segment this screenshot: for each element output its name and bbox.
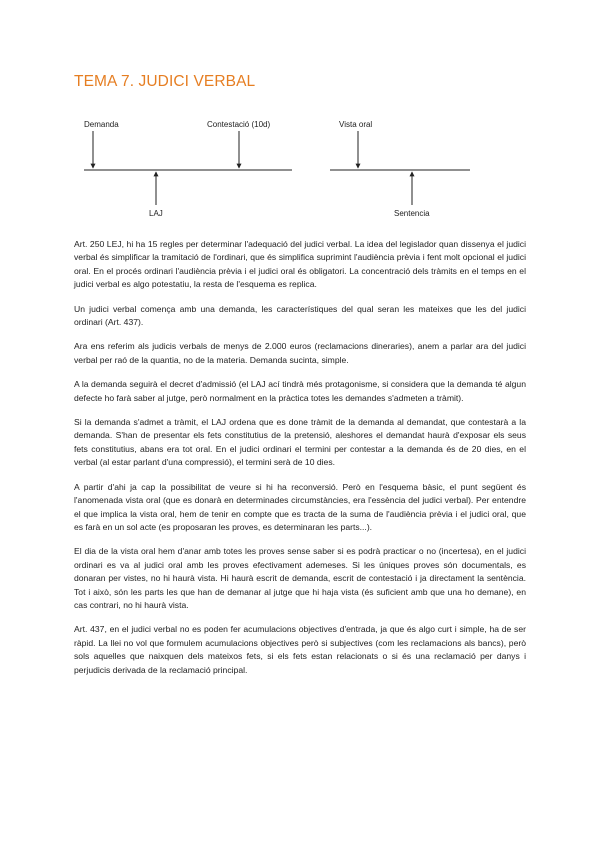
paragraph: Art. 437, en el judici verbal no es poden fer acumulacions objectives d'entrada, ja que és algo curt i simple, ha de ser ràpid. La llei no vol que formulem acumulacions objectives però si subjectives (com les reclamacions als bancs), però sols aquelles que naixquen dels mateixos fets, si els fets estan relacionats o si és una reclamació per danys i perjudicis derivada de la reclamació principal.	[74, 624, 526, 675]
paragraph: Art. 250 LEJ, hi ha 15 regles per determinar l'adequació del judici verbal. La idea del legislador quan dissenya el judici verbal és simplificar la tramitació de l'ordinari, que és simplifica suprimint l'audiència prèvia i fent molt opcional el judici oral. En el procés ordinari l'audiència prèvia i el judici oral és obligatori. La concentració dels tràmits en el temps en el judici verbal es algo potestatiu, la resta de l'esquema es replica.	[74, 239, 526, 290]
label-contestacio: Contestació (10d)	[207, 120, 271, 129]
label-sentencia: Sentencia	[394, 209, 430, 218]
label-vista-oral: Vista oral	[339, 120, 373, 129]
page-title: TEMA 7. JUDICI VERBAL	[74, 73, 256, 90]
paragraph: A la demanda seguirà el decret d'admissió (el LAJ ací tindrà més protagonisme, si considera que la demanda té algun defecte ho farà saber al jutge, però normalment en la pràctica totes les demandes s'admeten a tràmit).	[74, 379, 526, 403]
paragraph: Ara ens referim als judicis verbals de menys de 2.000 euros (reclamacions dineraries), anem a parlar ara del judici verbal per raó de la quantia, no de la materia. Demanda sucinta, simple.	[74, 341, 526, 365]
procedure-timeline-diagram	[0, 0, 600, 240]
body-text	[74, 238, 526, 688]
paragraph: A partir d'ahi ja cap la possibilitat de veure si hi ha reconversió. Però en l'esquema bàsic, el punt següent és l'anomenada vista oral (que es donarà en determinades circumstàncies, era l'essència del judici verbal). Per entendre el que implica la vista oral, hem de tenir en compte que es tracta de la suma de l'audiència prèvia i el judici oral, que es farà en un sol acte (es proposaran les proves, es determinaran les parts...).	[74, 481, 526, 532]
label-laj: LAJ	[149, 209, 163, 218]
paragraph: Si la demanda s'admet a tràmit, el LAJ ordena que es done tràmit de la demanda al demandat, que contestarà a la demanda. S'han de presentar els fets constitutius de la pretensió, aleshores el demandat haurà d'exposar els seus fets constitutius, abans era tot oral. En el judici ordinari el termini per contestar a la demanda és de 20 dies, en el verbal (al estar parlant d'una compressió), el termini serà de 10 dies.	[74, 417, 526, 468]
paragraph: Un judici verbal comença amb una demanda, les característiques del qual seran les mateixes que les del judici ordinari (Art. 437).	[74, 303, 526, 328]
paragraph: El dia de la vista oral hem d'anar amb totes les proves sense saber si es podrà practicar o no (incertesa), en el judici ordinari es va al judici oral amb les proves efectivament ademeses. Si les úniques proves són documentals, es donaran per vistes, no hi haurà vista. Hi haurà escrit de demanda, escrit de contestació i ja directament la sentència. Tot i això, són les parts les que han de demanar al jutge que hi haja vista (és suficient amb que una ho demane), en cas contrari, no hi haurà vista.	[74, 546, 526, 610]
label-demanda: Demanda	[84, 120, 119, 129]
